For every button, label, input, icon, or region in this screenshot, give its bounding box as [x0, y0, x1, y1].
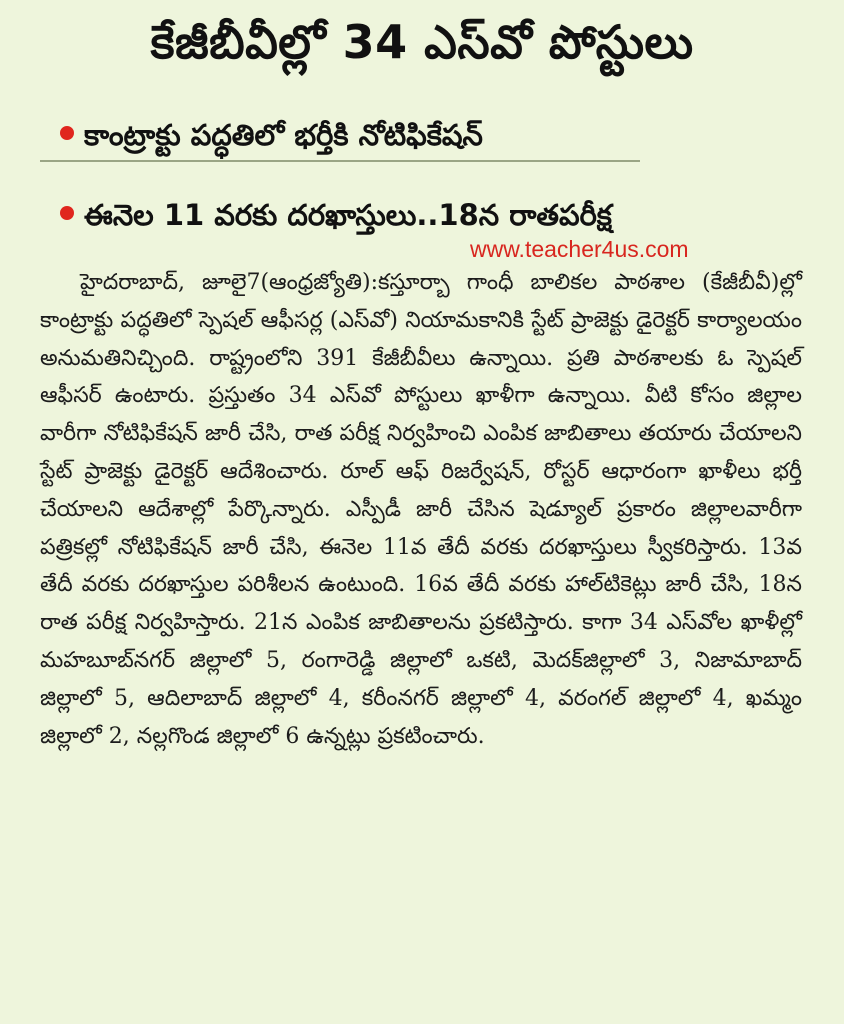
divider	[40, 160, 640, 162]
subheadline-1-text: కాంట్రాక్టు పద్ధతిలో భర్తీకి నోటిఫికేషన్	[84, 118, 483, 152]
article-body: హైదరాబాద్, జూలై7(ఆంధ్రజ్యోతి):కస్తూర్బా గాంధీ బాలికల పాఠశాల (కేజీబీవీ)ల్లో కాంట్రాక్టు పద్ధతిలో స్పెషల్ ఆఫీసర్ల (ఎస్‌వో) నియామకానికి స్టేట్ ప్రాజెక్టు డైరెక్టర్ కార్యాలయం అనుమతినిచ్చింది. రాష్ట్రంలోని 391 కేజీబీవీలు ఉన్నాయి. ప్రతి పాఠశాలకు ఓ స్పెషల్ ఆఫీసర్ ఉంటారు. ప్రస్తుతం 34 ఎస్‌వో పోస్టులు ఖాళీగా ఉన్నాయి. వీటి కోసం జిల్లాల వారీగా నోటిఫికేషన్ జారీ చేసి, రాత పరీక్ష నిర్వహించి ఎంపిక జాబితాలు తయారు చేయాలని స్టేట్ ప్రాజెక్టు డైరెక్టర్ ఆదేశించారు. రూల్ ఆఫ్ రిజర్వేషన్, రోస్టర్ ఆధారంగా ఖాళీలు భర్తీ చేయాలని ఆదేశాల్లో పేర్కొన్నారు. ఎస్పీడీ జారీ చేసిన షెడ్యూల్ ప్రకారం జిల్లాలవారీగా పత్రికల్లో నోటిఫికేషన్ జారీ చేసి, ఈనెల 11వ తేదీ వరకు దరఖాస్తులు స్వీకరిస్తారు. 13వ తేదీ వరకు దరఖాస్తుల పరిశీలన ఉంటుంది. 16వ తేదీ వరకు హాల్‌టికెట్లు జారీ చేసి, 18న రాత పరీక్ష నిర్వహిస్తారు. 21న ఎంపిక జాబితాలను ప్రకటిస్తారు. కాగా 34 ఎస్‌వోల ఖాళీల్లో మహబూబ్‌నగర్ జిల్లాలో 5, రంగారెడ్డి జిల్లాలో ఒకటి, మెదక్‌జిల్లాలో 3, నిజామాబాద్ జిల్లాలో 5, ఆదిలాబాద్ జిల్లాలో 4, కరీంనగర్ జిల్లాలో 4, వరంగల్ జిల్లాలో 4, ఖమ్మం జిల్లాలో 2, నల్లగొండ జిల్లాలో 6 ఉన్నట్లు ప్రకటించారు.	[40, 270, 802, 749]
bullet-icon	[60, 206, 74, 220]
subheadline-2-text: ఈనెల 11 వరకు దరఖాస్తులు..18న రాతపరీక్ష	[84, 198, 612, 232]
bullet-icon	[60, 126, 74, 140]
subheadline-1	[60, 112, 483, 158]
subheadline-2	[60, 192, 612, 238]
watermark: www.teacher4us.com	[470, 236, 689, 262]
headline: కేజీబీవీల్లో 34 ఎస్‌వో పోస్టులు	[150, 15, 694, 69]
